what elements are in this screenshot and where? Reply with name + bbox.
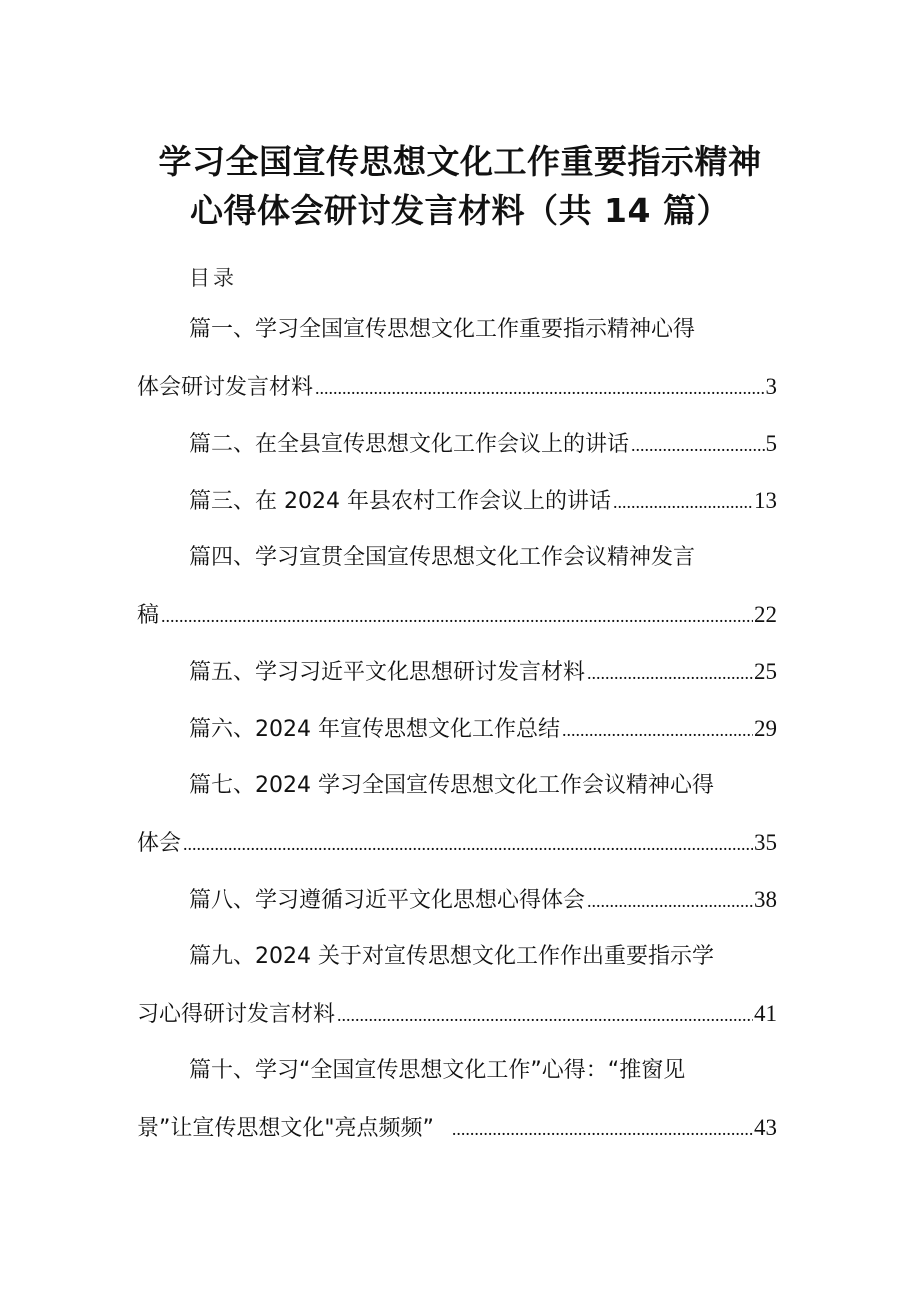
toc-entry-5-page: 25 <box>754 659 777 684</box>
toc-entry-6-page: 29 <box>754 716 777 741</box>
toc-entry-10-text: 景”让宣传思想文化"亮点频频” <box>137 1116 434 1141</box>
toc-entry-7-page: 35 <box>754 830 777 855</box>
leader-dots <box>452 1114 753 1144</box>
toc-entry-4[interactable] <box>137 600 777 631</box>
toc-entry-1-line-1: 篇一、学习全国宣传思想文化工作重要指示精神心得 <box>189 317 696 342</box>
leader-dots <box>183 829 753 859</box>
toc-entry-5[interactable] <box>189 657 777 688</box>
toc-entry-6[interactable] <box>189 714 777 745</box>
toc-entry-1[interactable] <box>137 372 777 403</box>
toc-entry-8[interactable] <box>189 885 777 916</box>
leader-dots <box>161 601 753 631</box>
leader-dots <box>613 487 753 517</box>
leader-dots <box>631 430 764 460</box>
toc-entry-4-line-1: 篇四、学习宣贯全国宣传思想文化工作会议精神发言 <box>189 545 696 570</box>
leader-dots <box>337 1000 753 1030</box>
toc-entry-2[interactable] <box>189 429 777 460</box>
title-line-2: 心得体会研讨发言材料（共 14 篇） <box>190 191 730 230</box>
toc-entry-10-line-1: 篇十、学习“全国宣传思想文化工作”心得：“推窗见 <box>189 1058 686 1083</box>
toc-entry-3[interactable] <box>189 486 777 517</box>
leader-dots <box>315 373 764 403</box>
toc-entry-10[interactable] <box>137 1113 777 1144</box>
toc-entry-2-text: 篇二、在全县宣传思想文化工作会议上的讲话 <box>189 432 630 457</box>
toc-entry-1-text: 体会研讨发言材料 <box>137 375 314 400</box>
leader-dots <box>562 715 753 745</box>
toc-entry-3-page: 13 <box>754 488 777 513</box>
title-line-1: 学习全国宣传思想文化工作重要指示精神 <box>158 142 762 181</box>
toc-entry-10-page: 43 <box>754 1115 777 1140</box>
toc-entry-9-line-1: 篇九、2024 关于对宣传思想文化工作作出重要指示学 <box>189 944 714 969</box>
toc-entry-7-text: 体会 <box>137 831 182 856</box>
toc-entry-1-page: 3 <box>765 374 777 399</box>
toc-entry-7[interactable] <box>137 828 777 859</box>
toc-entry-8-page: 38 <box>754 887 777 912</box>
toc-entry-5-text: 篇五、学习习近平文化思想研讨发言材料 <box>189 660 586 685</box>
toc-entry-9-text: 习心得研讨发言材料 <box>137 1002 336 1027</box>
toc-entry-7-line-1: 篇七、2024 学习全国宣传思想文化工作会议精神心得 <box>189 773 714 798</box>
leader-dots <box>587 658 753 688</box>
leader-dots <box>587 886 753 916</box>
toc-entry-8-text: 篇八、学习遵循习近平文化思想心得体会 <box>189 888 586 913</box>
toc-entry-9[interactable] <box>137 999 777 1030</box>
toc-entry-6-text: 篇六、2024 年宣传思想文化工作总结 <box>189 717 560 742</box>
toc-entry-4-page: 22 <box>754 602 777 627</box>
toc-heading: 目录 <box>189 266 237 290</box>
toc-entry-9-page: 41 <box>754 1001 777 1026</box>
toc-entry-3-text: 篇三、在 2024 年县农村工作会议上的讲话 <box>189 489 611 514</box>
toc-entry-4-text: 稿 <box>137 603 160 628</box>
toc-entry-2-page: 5 <box>765 431 777 456</box>
